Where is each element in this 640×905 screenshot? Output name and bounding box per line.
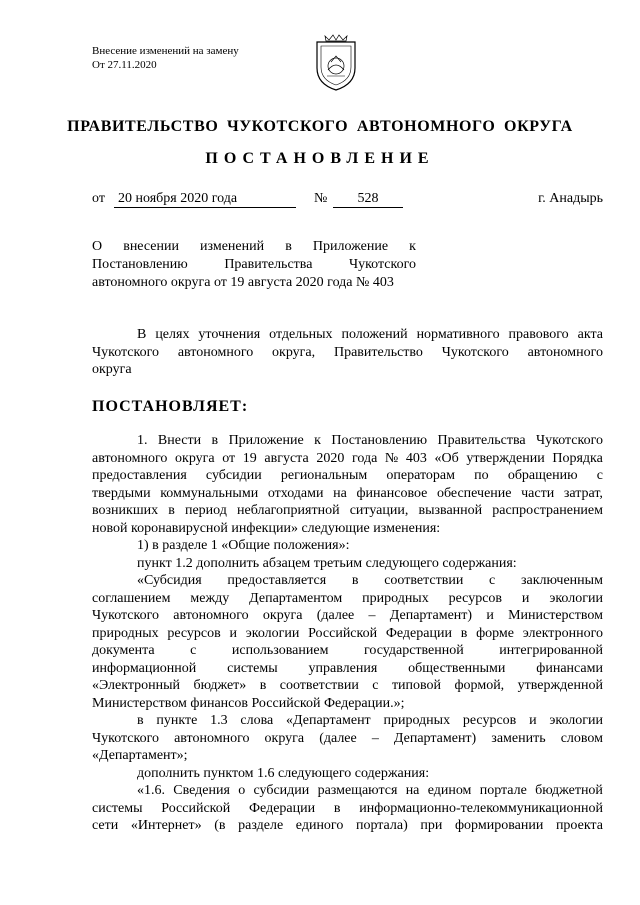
word: Чукотского bbox=[536, 433, 603, 448]
from-label: от bbox=[92, 191, 105, 206]
body-line bbox=[92, 625, 603, 643]
word: финансовое bbox=[356, 485, 428, 501]
word: период bbox=[184, 503, 227, 518]
word: обращению bbox=[507, 468, 578, 483]
body-line bbox=[92, 607, 603, 625]
city-name: г. Анадырь bbox=[538, 191, 603, 206]
word: управления bbox=[308, 660, 378, 676]
word: по bbox=[474, 468, 489, 483]
word: бюджетной bbox=[535, 783, 603, 798]
word: О bbox=[92, 239, 103, 254]
word: сети bbox=[92, 818, 119, 833]
word: в bbox=[333, 800, 341, 816]
word: экологии bbox=[549, 713, 603, 728]
word: акта bbox=[577, 327, 603, 342]
word: словом bbox=[560, 730, 603, 746]
word: «Субсидия bbox=[137, 573, 202, 588]
word: и bbox=[229, 625, 237, 641]
body-line bbox=[92, 712, 603, 730]
word: коммунальными bbox=[160, 485, 259, 501]
word: с bbox=[372, 678, 379, 693]
replacement-note-line-1: Внесение изменений на замену bbox=[92, 45, 239, 57]
word: Федерации bbox=[249, 800, 316, 816]
body-line: новой коронавирусной инфекции» следующие изменения: bbox=[92, 520, 441, 536]
word: «Департамент bbox=[286, 713, 371, 728]
word: внесении bbox=[123, 239, 179, 254]
word: и bbox=[486, 608, 494, 623]
word: «Об bbox=[434, 450, 459, 466]
word: формой, bbox=[454, 678, 505, 693]
word: В bbox=[137, 327, 147, 342]
word: Чукотского bbox=[441, 344, 509, 360]
word: интегрированной bbox=[499, 643, 603, 658]
number-sign: № bbox=[314, 191, 328, 206]
word: года bbox=[351, 450, 378, 466]
word: экологии bbox=[549, 590, 603, 606]
word: уточнения bbox=[198, 327, 261, 342]
word: Порядка bbox=[552, 450, 603, 466]
word: природных bbox=[92, 625, 159, 641]
decree-meta-row bbox=[92, 190, 603, 210]
preamble bbox=[92, 326, 603, 379]
body-line: «Департамент»; bbox=[92, 748, 188, 763]
word: августа bbox=[264, 450, 309, 466]
coat-of-arms-emblem bbox=[313, 32, 359, 94]
word: между bbox=[190, 590, 230, 606]
word: разделе bbox=[238, 818, 284, 833]
body-line bbox=[92, 817, 603, 835]
word: Внести bbox=[157, 433, 202, 448]
word: портале bbox=[479, 783, 527, 798]
word: Приложение bbox=[312, 239, 389, 254]
word: информационной bbox=[92, 660, 197, 676]
word: Чукотского bbox=[92, 344, 159, 360]
word: природных bbox=[362, 590, 429, 606]
word: возникших bbox=[92, 503, 159, 518]
word: в bbox=[460, 625, 468, 641]
word: твердыми bbox=[92, 485, 151, 501]
word: предоставления bbox=[92, 468, 187, 483]
body-line bbox=[92, 730, 603, 748]
word: едином bbox=[427, 783, 472, 798]
word: информационно-телекоммуникационной bbox=[359, 800, 603, 816]
word: 403 bbox=[405, 450, 427, 466]
preamble-line-3: округа bbox=[92, 362, 132, 377]
word: государственной bbox=[363, 643, 464, 658]
word: и bbox=[529, 713, 537, 728]
decree-number: 528 bbox=[333, 190, 403, 208]
word: нормативного bbox=[416, 327, 500, 342]
word: общественными bbox=[408, 660, 506, 676]
body-line bbox=[92, 467, 603, 485]
word: ресурсов bbox=[448, 590, 503, 606]
word: к bbox=[314, 433, 321, 448]
word: «Электронный bbox=[92, 678, 181, 693]
word: формировании bbox=[454, 818, 544, 833]
word: (в bbox=[214, 818, 226, 833]
word: Приложение bbox=[228, 433, 304, 448]
word: финансами bbox=[536, 660, 603, 676]
word: в bbox=[211, 433, 219, 448]
word: № bbox=[384, 450, 399, 466]
replacement-note-line-2: От 27.11.2020 bbox=[92, 59, 157, 71]
body-line bbox=[92, 782, 603, 800]
word: «Интернет» bbox=[130, 818, 202, 833]
word: Департамент) bbox=[393, 730, 477, 746]
word: бюджет» bbox=[193, 678, 247, 693]
word: Российской bbox=[161, 800, 231, 816]
word: соответствии bbox=[279, 678, 359, 693]
word: Постановлению bbox=[92, 257, 188, 272]
word: целях bbox=[155, 327, 190, 342]
word: форме bbox=[476, 625, 514, 641]
word: Департамент) bbox=[389, 608, 473, 623]
word: операторам bbox=[386, 468, 455, 483]
word: Правительства bbox=[224, 257, 313, 272]
word: затрат, bbox=[563, 485, 603, 501]
word: округа bbox=[175, 450, 215, 466]
word: ресурсов bbox=[462, 713, 517, 728]
word: экологии bbox=[245, 625, 300, 641]
word: в bbox=[285, 239, 292, 254]
word: к bbox=[409, 239, 416, 254]
body-line bbox=[92, 677, 603, 695]
word: части bbox=[521, 485, 555, 501]
word: обеспечение bbox=[436, 485, 512, 501]
word: субсидии bbox=[205, 468, 262, 483]
word: (далее bbox=[319, 730, 357, 746]
decree-subject bbox=[92, 238, 416, 292]
subject-line-1 bbox=[92, 238, 416, 256]
word: утвержденной bbox=[517, 678, 603, 693]
word: 19 bbox=[242, 450, 257, 466]
word: в bbox=[168, 503, 175, 518]
decree-title: ПОСТАНОВЛЕНИЕ bbox=[205, 150, 435, 167]
word: природных bbox=[383, 713, 451, 728]
word: в bbox=[137, 713, 144, 728]
word: Федерации bbox=[385, 625, 452, 641]
word: неблагоприятной bbox=[236, 503, 340, 518]
word: Правительства bbox=[437, 433, 526, 448]
word: типовой bbox=[391, 678, 442, 693]
word: электронного bbox=[522, 625, 603, 641]
word: отдельных bbox=[269, 327, 333, 342]
body-line: пункт 1.2 дополнить абзацем третьим следующего содержания: bbox=[137, 555, 517, 571]
word: Правительство bbox=[333, 344, 423, 360]
government-title: ПРАВИТЕЛЬСТВО ЧУКОТСКОГО АВТОНОМНОГО ОКРУГА bbox=[67, 118, 573, 135]
word: – bbox=[371, 730, 379, 746]
word: слова bbox=[240, 713, 274, 728]
word: Российской bbox=[308, 625, 378, 641]
word: утверждении bbox=[466, 450, 545, 466]
word: в bbox=[351, 573, 359, 588]
body-line bbox=[92, 485, 603, 503]
preamble-line-1 bbox=[92, 326, 603, 344]
word: автономного bbox=[177, 344, 254, 360]
word: пункте bbox=[156, 713, 198, 728]
word: автономного bbox=[173, 608, 249, 623]
word: автономного bbox=[92, 450, 168, 466]
word: Постановлению bbox=[331, 433, 428, 448]
word: Сведения bbox=[173, 783, 230, 798]
word: «1.6. bbox=[137, 783, 165, 798]
word: размещаются bbox=[317, 783, 398, 798]
word: системы bbox=[227, 660, 278, 676]
subject-line-3: автономного округа от 19 августа 2020 года № 403 bbox=[92, 275, 394, 290]
subject-line-2 bbox=[92, 256, 416, 274]
word: портала) bbox=[355, 818, 408, 833]
body-line: 1) в разделе 1 «Общие положения»: bbox=[137, 538, 350, 553]
decree-body bbox=[92, 432, 603, 835]
word: с bbox=[489, 573, 496, 588]
word: Чукотского bbox=[348, 257, 416, 272]
word: автономного bbox=[174, 730, 250, 746]
decree-date: 20 ноября 2020 года bbox=[114, 190, 296, 208]
word: региональным bbox=[280, 468, 368, 483]
word: 2020 bbox=[316, 450, 345, 466]
word: округа bbox=[262, 608, 303, 623]
word: с bbox=[190, 643, 197, 658]
body-line bbox=[92, 450, 603, 468]
decree-operative-word: ПОСТАНОВЛЯЕТ: bbox=[92, 398, 249, 415]
word: заменить bbox=[491, 730, 546, 746]
word: соответствии bbox=[384, 573, 464, 588]
body-line: дополнить пунктом 1.6 следующего содержания: bbox=[137, 765, 430, 781]
body-line bbox=[92, 590, 603, 608]
word: с bbox=[596, 468, 603, 483]
word: субсидии bbox=[253, 783, 310, 798]
body-line bbox=[92, 800, 603, 818]
word: предоставляется bbox=[227, 573, 327, 588]
word: заключенным bbox=[520, 573, 603, 588]
word: вызванной bbox=[418, 503, 483, 518]
word: 1. bbox=[137, 433, 148, 448]
word: изменений bbox=[200, 239, 265, 254]
word: округа bbox=[264, 730, 305, 746]
word: ситуации, bbox=[349, 503, 409, 518]
word: на bbox=[333, 485, 347, 501]
word: о bbox=[238, 783, 246, 798]
body-line: Министерством финансов Российской Федерации.»; bbox=[92, 695, 405, 711]
word: ресурсов bbox=[167, 625, 221, 641]
word: проекта bbox=[555, 818, 603, 833]
body-line bbox=[92, 432, 603, 450]
word: в bbox=[259, 678, 267, 693]
word: соглашением bbox=[92, 590, 171, 606]
word: Чукотского bbox=[92, 608, 159, 623]
word: правового bbox=[508, 327, 569, 342]
word: автономного bbox=[527, 344, 603, 360]
word: – bbox=[368, 608, 376, 623]
word: использованием bbox=[231, 643, 329, 658]
body-line bbox=[92, 660, 603, 678]
replacement-note bbox=[92, 44, 239, 72]
word: отходами bbox=[267, 485, 324, 501]
word: системы bbox=[92, 800, 143, 816]
body-line bbox=[92, 642, 603, 660]
word: от bbox=[222, 450, 236, 466]
preamble-line-2 bbox=[92, 344, 603, 362]
body-line bbox=[92, 502, 603, 520]
word: распространением bbox=[492, 503, 603, 518]
word: Чукотского bbox=[92, 730, 159, 746]
word: Департаментом bbox=[249, 590, 343, 606]
word: при bbox=[420, 818, 443, 833]
word: положений bbox=[341, 327, 408, 342]
word: 1.3 bbox=[210, 713, 228, 728]
word: Министерством bbox=[508, 608, 603, 623]
word: округа, bbox=[272, 344, 316, 360]
word: документа bbox=[92, 643, 155, 658]
body-line bbox=[92, 572, 603, 590]
word: (далее bbox=[316, 608, 355, 623]
word: на bbox=[405, 783, 420, 798]
word: и bbox=[521, 590, 530, 606]
word: единого bbox=[295, 818, 344, 833]
